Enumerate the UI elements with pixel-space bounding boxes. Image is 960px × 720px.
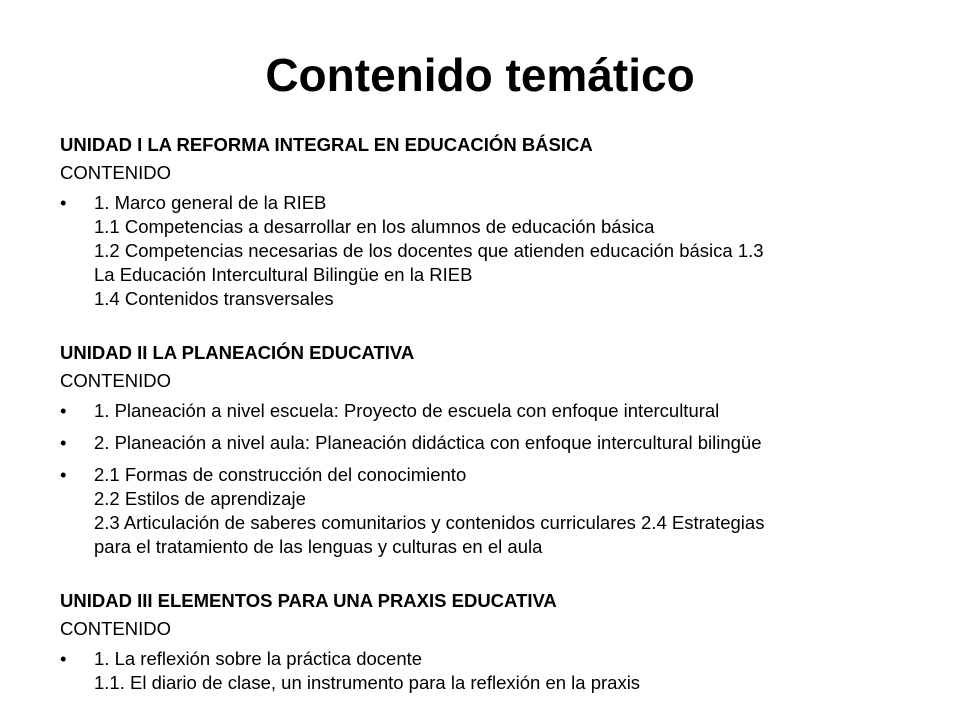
unit-2-subheading: CONTENIDO — [60, 370, 171, 391]
bullet-line: 1. La reflexión sobre la práctica docente — [94, 648, 423, 669]
bullet-icon: • — [60, 432, 67, 453]
bullet-line: 2. Planeación a nivel aula: Planeación didáctica con enfoque intercultural bilingüe — [94, 432, 762, 453]
bullet-icon: • — [60, 400, 67, 421]
bullet-line: La Educación Intercultural Bilingüe en la RIEB — [94, 264, 473, 285]
unit-1-heading: UNIDAD I LA REFORMA INTEGRAL EN EDUCACIÓN BÁSICA — [60, 134, 593, 155]
bullet-line: 2.1 Formas de construcción del conocimiento — [94, 464, 467, 485]
bullet-icon: • — [60, 192, 67, 213]
unit-3-bullet-1 — [60, 647, 910, 695]
unit-1-bullet-1 — [60, 191, 910, 311]
unit-3-subheading: CONTENIDO — [60, 618, 171, 639]
slide-content — [60, 133, 910, 703]
bullet-line: 1. Marco general de la RIEB — [94, 192, 327, 213]
unit-3-heading: UNIDAD III ELEMENTOS PARA UNA PRAXIS EDUCATIVA — [60, 590, 557, 611]
bullet-line: 1.2 Competencias necesarias de los docentes que atienden educación básica 1.3 — [94, 240, 764, 261]
bullet-line: 2.2 Estilos de aprendizaje — [94, 488, 306, 509]
unit-2-bullet-1 — [60, 399, 910, 423]
unit-2-heading: UNIDAD II LA PLANEACIÓN EDUCATIVA — [60, 342, 415, 363]
unit-1-subheading: CONTENIDO — [60, 162, 171, 183]
bullet-line: para el tratamiento de las lenguas y culturas en el aula — [94, 536, 543, 557]
bullet-line: 2.3 Articulación de saberes comunitarios y contenidos curriculares 2.4 Estrategias — [94, 512, 765, 533]
bullet-icon: • — [60, 464, 67, 485]
bullet-icon: • — [60, 648, 67, 669]
unit-2-bullet-2 — [60, 431, 910, 455]
slide-title: Contenido temático — [265, 49, 695, 101]
bullet-line: 1.1. El diario de clase, un instrumento para la reflexión en la praxis — [94, 672, 641, 693]
bullet-line: 1.4 Contenidos transversales — [94, 288, 334, 309]
bullet-line: 1.1 Competencias a desarrollar en los alumnos de educación básica — [94, 216, 655, 237]
unit-2-bullet-3 — [60, 463, 910, 559]
bullet-line: 1. Planeación a nivel escuela: Proyecto de escuela con enfoque intercultural — [94, 400, 720, 421]
